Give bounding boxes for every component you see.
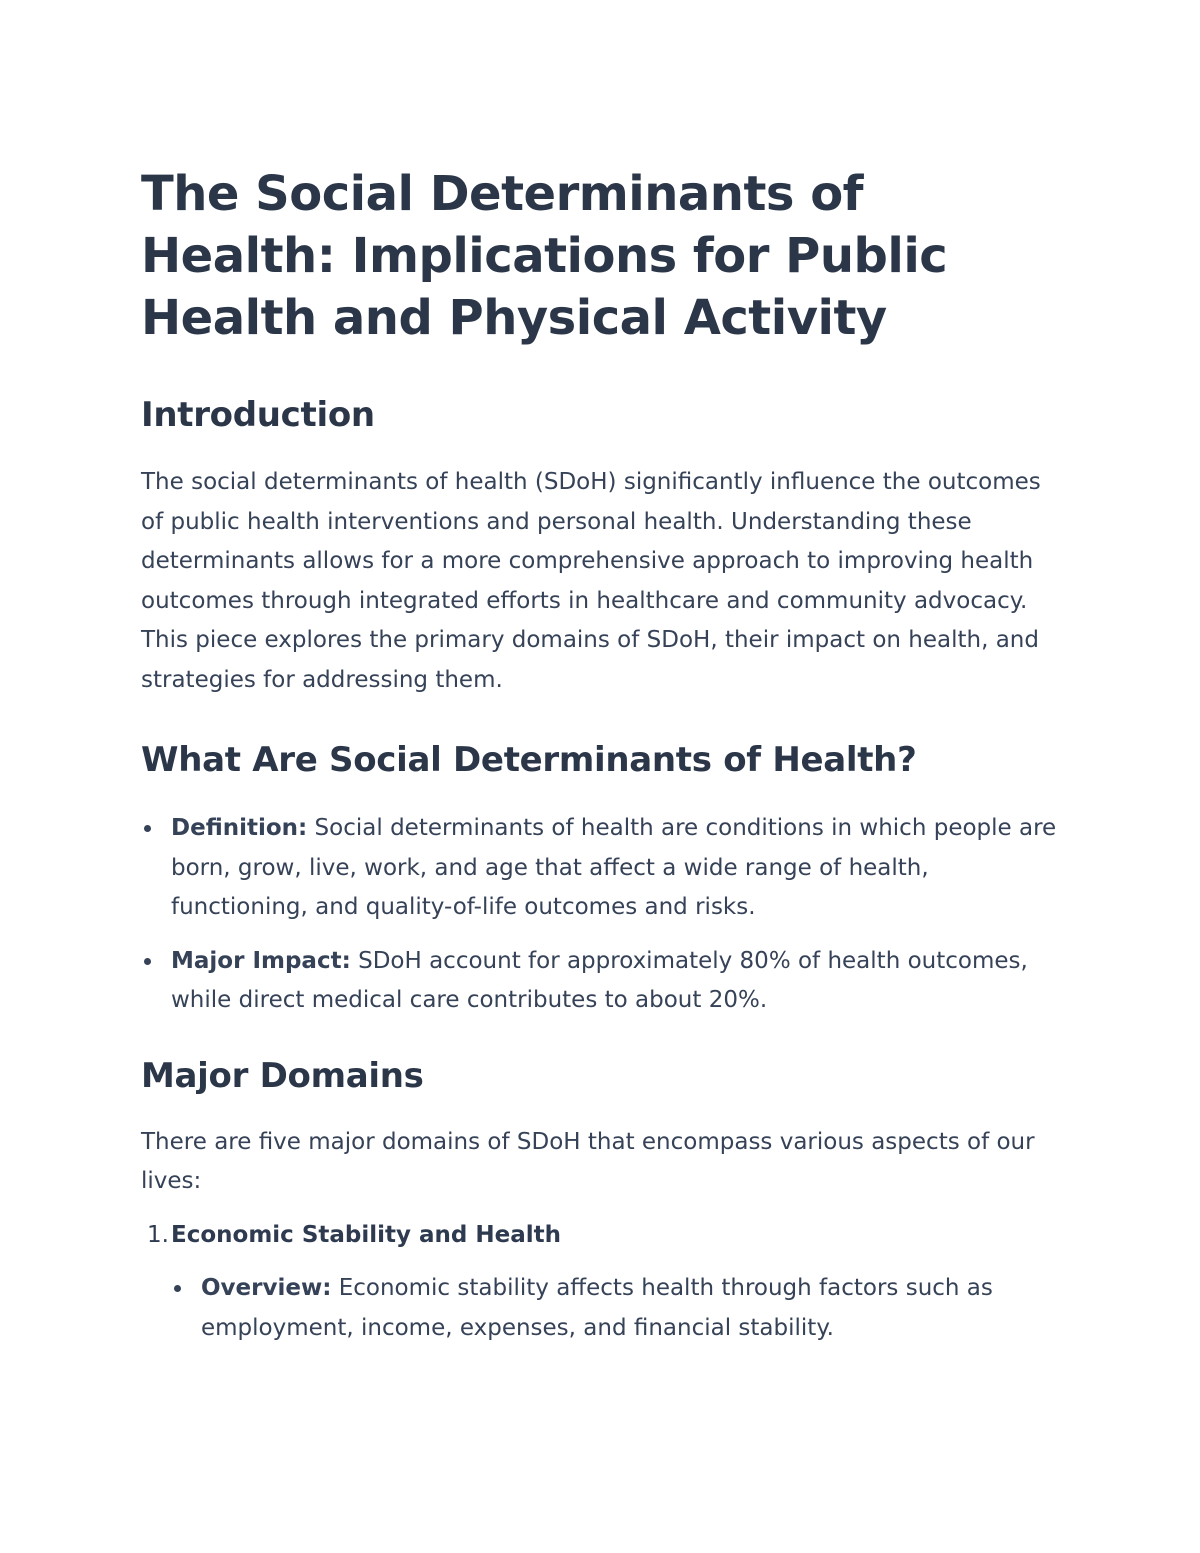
item-text: Economic stability affects health through factors such as employment, income, expenses, and financial stability.	[201, 1275, 993, 1341]
item-label: Major Impact:	[171, 947, 351, 974]
introduction-heading: Introduction	[141, 395, 375, 435]
document-title: The Social Determinants of Health: Implications for Public Health and Physical Activity	[141, 166, 948, 346]
list-item	[141, 809, 1061, 928]
item-text: SDoH account for approximately 80% of health outcomes, while direct medical care contributes to about 20%.	[171, 947, 1028, 1013]
item-label: Definition:	[171, 815, 308, 841]
domain-sub-list	[171, 1269, 1061, 1348]
bullet-icon	[144, 958, 151, 965]
document-page	[141, 163, 1061, 1348]
list-item	[141, 942, 1061, 1021]
what-are-sdoh-list	[141, 809, 1061, 1021]
item-text: Social determinants of health are conditions in which people are born, grow, live, work, and age that affect a wide range of health, functioning, and quality-of-life outcomes and risks.	[171, 815, 1057, 920]
introduction-paragraph: The social determinants of health (SDoH) significantly influence the outcomes of public health interventions and personal health. Understanding these determinants allows for a more comprehensive approach to improving health outcomes through integrated efforts in healthcare and community advocacy. This piece explores the primary domains of SDoH, their impact on health, and strategies for addressing them.	[141, 469, 1041, 693]
list-number: 1.	[147, 1221, 169, 1248]
bullet-icon	[144, 825, 151, 832]
domain-title: Economic Stability and Health	[171, 1221, 561, 1248]
ordered-list-item	[141, 1216, 1061, 1349]
major-domains-heading: Major Domains	[141, 1055, 424, 1096]
major-domains-paragraph: There are five major domains of SDoH that encompass various aspects of our lives:	[141, 1128, 1035, 1194]
what-are-sdoh-heading: What Are Social Determinants of Health?	[141, 740, 917, 780]
bullet-icon	[174, 1285, 181, 1292]
list-item	[171, 1269, 1061, 1348]
item-label: Overview:	[201, 1275, 332, 1301]
